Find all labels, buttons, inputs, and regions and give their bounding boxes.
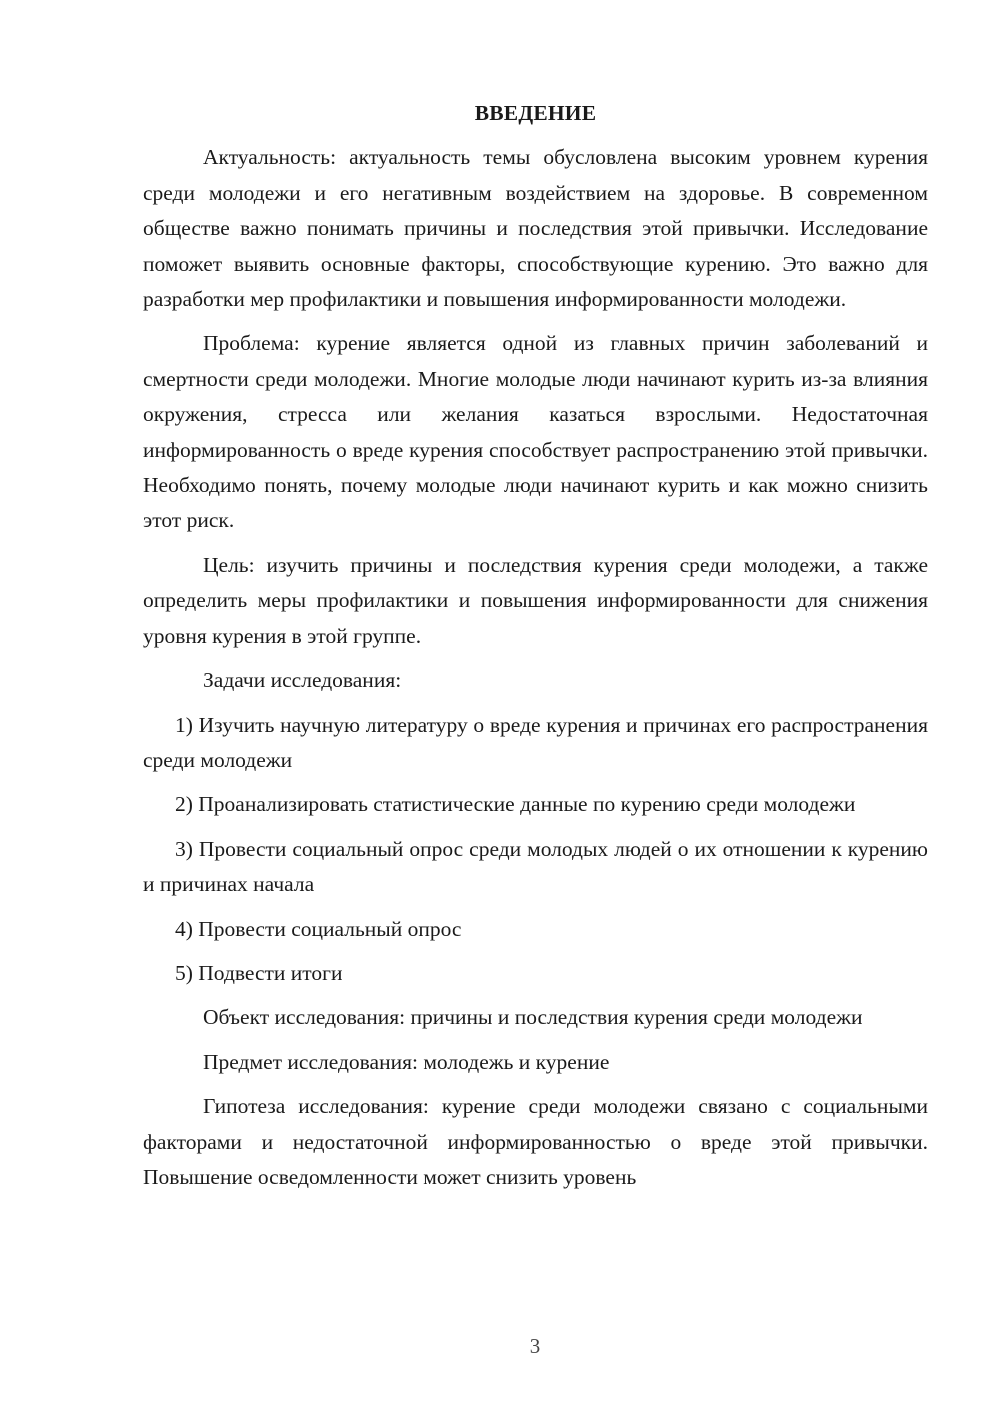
tasks-title: Задачи исследования:: [203, 668, 402, 693]
paragraph-problem: Проблема: курение является одной из главных причин заболеваний и смертности среди молодежи. Многие молодые люди начинают курить из-за влияния окружения, стресса или желания казаться взрослыми. Недостаточная информированность о вреде курения способствует распространению этой привычки. Необходимо понять, почему молодые люди начинают курить и как можно снизить этот риск.: [143, 331, 928, 533]
task-item-2: 2) Проанализировать статистические данные по курению среди молодежи: [175, 792, 856, 817]
document-body: [143, 96, 928, 1204]
task-item-1: 1) Изучить научную литературу о вреде курения и причинах его распространения среди молодежи: [143, 712, 928, 772]
paragraph-subject: Предмет исследования: молодежь и курение: [203, 1049, 610, 1074]
paragraph-goal: Цель: изучить причины и последствия курения среди молодежи, а также определить меры профилактики и повышения информированности для снижения уровня курения в этой группе.: [143, 552, 928, 648]
paragraph-hypothesis: Гипотеза исследования: курение среди молодежи связано с социальными факторами и недостаточной информированностью о вреде этой привычки. Повышение осведомленности может снизить уровень: [143, 1094, 928, 1189]
task-item-4: 4) Провести социальный опрос: [175, 916, 462, 941]
page-heading: ВВЕДЕНИЕ: [474, 101, 597, 125]
paragraph-object: Объект исследования: причины и последствия курения среди молодежи: [203, 1005, 863, 1030]
task-item-5: 5) Подвести итоги: [175, 960, 343, 985]
task-item-3: 3) Провести социальный опрос среди молодых людей о их отношении к курению и причинах начала: [143, 836, 928, 897]
page-number: 3: [529, 1334, 541, 1358]
paragraph-relevance: Актуальность: актуальность темы обусловлена высоким уровнем курения среди молодежи и его негативным воздействием на здоровье. В современном обществе важно понимать причины и последствия этой привычки. Исследование поможет выявить основные факторы, способствующие курению. Это важно для разработки мер профилактики и повышения информированности молодежи.: [143, 145, 928, 312]
